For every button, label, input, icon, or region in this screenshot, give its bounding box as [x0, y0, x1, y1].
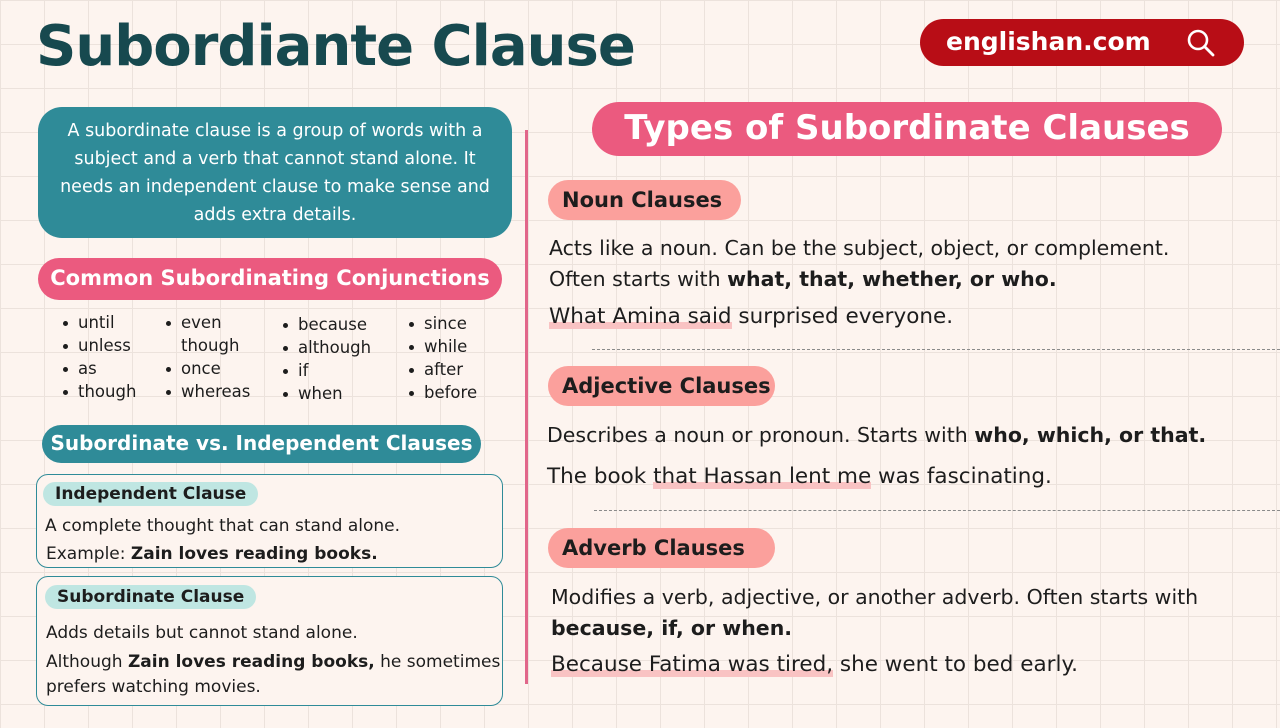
- list-item: as: [62, 357, 136, 380]
- subordinate-clause-desc: Adds details but cannot stand alone.: [46, 623, 358, 643]
- list-item: even: [165, 311, 250, 334]
- list-item: until: [62, 311, 136, 334]
- conjunction-list-3: [282, 313, 371, 405]
- list-item: because: [282, 313, 371, 336]
- conjunction-list-1: [62, 311, 136, 403]
- adverb-clause-example: Because Fatima was tired, she went to bed early.: [551, 652, 1078, 677]
- conjunctions-heading: Common Subordinating Conjunctions: [38, 258, 502, 300]
- types-heading: Types of Subordinate Clauses: [592, 102, 1222, 156]
- list-item: if: [282, 359, 371, 382]
- subordinate-clause-example: Although Zain loves reading books, he sometimes: [46, 652, 501, 672]
- independent-clause-example: Example: Zain loves reading books.: [46, 544, 378, 564]
- list-item: while: [408, 335, 477, 358]
- adverb-clauses-desc: Modifies a verb, adjective, or another adverb. Often starts with because, if, or when.: [551, 585, 1199, 640]
- adjective-clauses-tag: Adjective Clauses: [548, 366, 775, 406]
- list-item: although: [282, 336, 371, 359]
- independent-clause-desc: A complete thought that can stand alone.: [45, 516, 401, 536]
- list-item: though: [181, 336, 240, 355]
- comparison-heading: Subordinate vs. Independent Clauses: [42, 425, 481, 463]
- list-item: after: [408, 358, 477, 381]
- page-title: Subordiante Clause: [36, 14, 635, 79]
- list-item: before: [408, 381, 477, 404]
- independent-clause-tag: Independent Clause: [43, 482, 258, 506]
- subordinate-clause-example-line2: prefers watching movies.: [46, 677, 261, 697]
- site-label: englishan.com: [946, 27, 1151, 56]
- list-item: though: [62, 380, 136, 403]
- adverb-clauses-tag: Adverb Clauses: [548, 528, 775, 568]
- adjective-clause-example: The book that Hassan lent me was fascinating.: [547, 464, 1052, 489]
- search-icon[interactable]: [1186, 28, 1216, 58]
- noun-clauses-desc: Acts like a noun. Can be the subject, object, or complement. Often starts with what, that, whether, or who.: [549, 236, 1170, 291]
- adjective-clauses-desc: Describes a noun or pronoun. Starts with who, which, or that.: [547, 423, 1207, 447]
- list-item: whereas: [165, 380, 250, 403]
- conjunction-list-2: [165, 311, 250, 403]
- subordinate-clause-tag: Subordinate Clause: [45, 585, 256, 609]
- list-item: when: [282, 382, 371, 405]
- noun-clauses-tag: Noun Clauses: [548, 180, 741, 220]
- subordinate-clause-card: [36, 576, 503, 706]
- conjunction-list-4: [408, 312, 477, 404]
- definition-box: A subordinate clause is a group of words with a subject and a verb that cannot stand alone. It needs an independent clause to make sense and adds extra details.: [38, 107, 512, 238]
- noun-clause-example: What Amina said surprised everyone.: [549, 304, 954, 329]
- vertical-divider: [525, 130, 528, 684]
- dashed-divider: [592, 349, 1280, 350]
- dashed-divider: [594, 510, 1280, 511]
- site-link-pill[interactable]: [920, 19, 1244, 66]
- list-item: unless: [62, 334, 136, 357]
- list-item: since: [408, 312, 477, 335]
- independent-clause-card: [36, 474, 503, 568]
- list-item: once: [165, 357, 250, 380]
